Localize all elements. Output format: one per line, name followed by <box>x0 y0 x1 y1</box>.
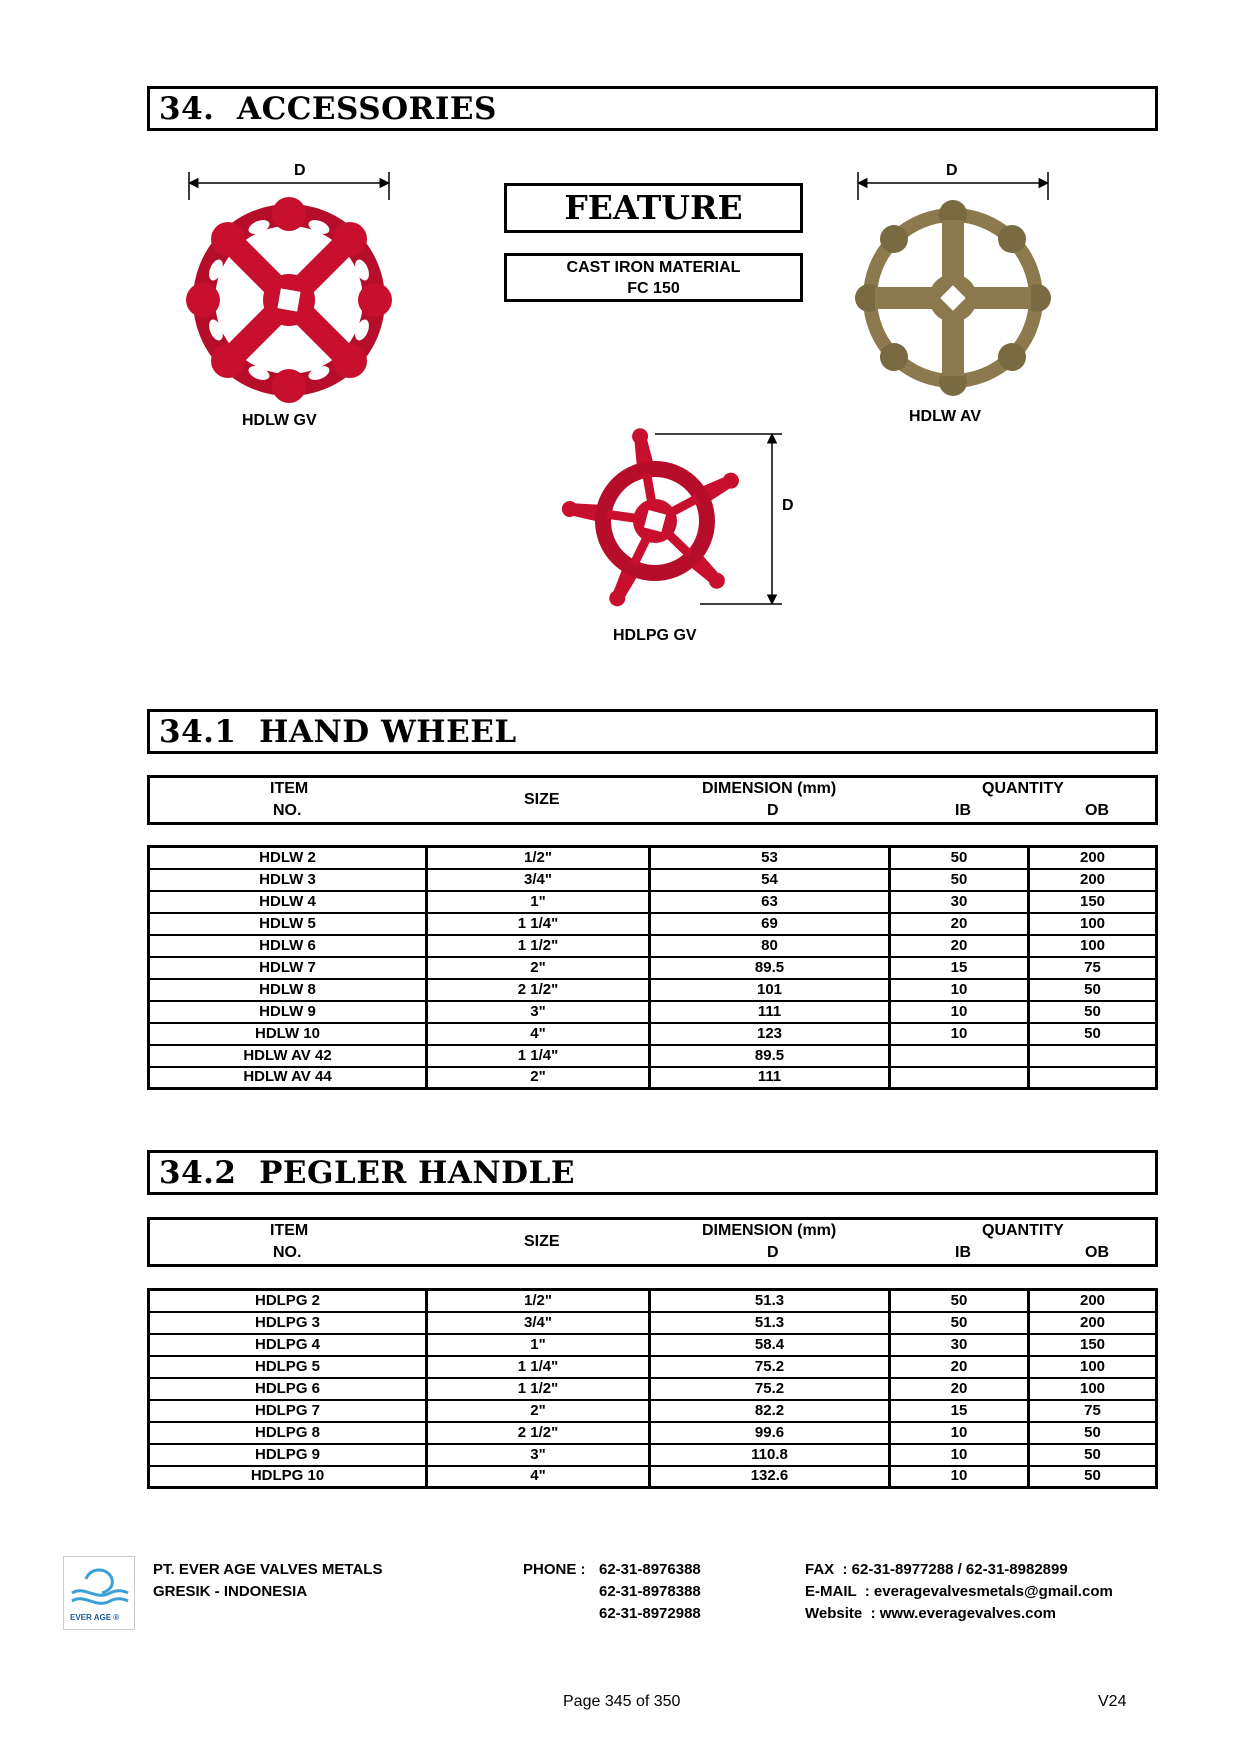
item-no-cell: HDLW AV 42 <box>149 1045 427 1067</box>
feature-grade: FC 150 <box>627 280 680 297</box>
quantity-ib-cell: 30 <box>890 891 1029 913</box>
size-cell: 3" <box>427 1001 650 1023</box>
quantity-ob-cell: 50 <box>1029 1023 1157 1045</box>
section-title-hand-wheel <box>147 709 1158 754</box>
table-row <box>149 957 1157 979</box>
table-row <box>149 935 1157 957</box>
table-row <box>149 891 1157 913</box>
size-cell: 3/4" <box>427 1312 650 1334</box>
phone-number-2: 62-31-8978388 <box>599 1583 701 1600</box>
item-no-cell: HDLPG 4 <box>149 1334 427 1356</box>
size-cell: 4" <box>427 1023 650 1045</box>
header-size: SIZE <box>524 791 560 808</box>
item-no-cell: HDLW 5 <box>149 913 427 935</box>
header-quantity: QUANTITY <box>982 1222 1064 1239</box>
section-name: ACCESSORIES <box>237 91 497 127</box>
quantity-ob-cell: 150 <box>1029 891 1157 913</box>
quantity-ob-cell: 75 <box>1029 1400 1157 1422</box>
table-row <box>149 1378 1157 1400</box>
item-no-cell: HDLPG 7 <box>149 1400 427 1422</box>
quantity-ib-cell: 10 <box>890 1001 1029 1023</box>
quantity-ob-cell: 200 <box>1029 847 1157 869</box>
dimension-d-cell: 89.5 <box>650 1045 890 1067</box>
size-cell: 4" <box>427 1466 650 1488</box>
size-cell: 2 1/2" <box>427 1422 650 1444</box>
header-quantity: QUANTITY <box>982 780 1064 797</box>
dimension-d-cell: 51.3 <box>650 1312 890 1334</box>
dimension-d-cell: 111 <box>650 1001 890 1023</box>
quantity-ib-cell: 50 <box>890 847 1029 869</box>
dimension-d-cell: 123 <box>650 1023 890 1045</box>
size-cell: 1 1/4" <box>427 913 650 935</box>
item-no-cell: HDLW 9 <box>149 1001 427 1023</box>
header-dim-d: D <box>767 802 779 819</box>
table-row <box>149 1067 1157 1089</box>
table-row <box>149 869 1157 891</box>
size-cell: 1 1/2" <box>427 1378 650 1400</box>
dimension-d-cell: 110.8 <box>650 1444 890 1466</box>
phone-label: PHONE : <box>523 1561 586 1578</box>
size-cell: 2" <box>427 1067 650 1089</box>
pegler-table <box>147 1288 1158 1489</box>
header-ib: IB <box>955 1244 971 1261</box>
website-url: Website : www.everagevalves.com <box>805 1605 1056 1622</box>
size-cell: 1" <box>427 1334 650 1356</box>
dimension-d-cell: 99.6 <box>650 1422 890 1444</box>
header-dimension: DIMENSION (mm) <box>702 780 837 797</box>
dimension-d-cell: 80 <box>650 935 890 957</box>
header-ob: OB <box>1085 1244 1109 1261</box>
quantity-ob-cell: 200 <box>1029 1312 1157 1334</box>
version-label: V24 <box>1098 1693 1127 1710</box>
hand-wheel-gv-image <box>176 172 402 413</box>
phone-number-1: 62-31-8976388 <box>599 1561 701 1578</box>
quantity-ob-cell: 200 <box>1029 869 1157 891</box>
size-cell: 3" <box>427 1444 650 1466</box>
quantity-ib-cell: 20 <box>890 935 1029 957</box>
dimension-d-cell: 69 <box>650 913 890 935</box>
phone-number-3: 62-31-8972988 <box>599 1605 701 1622</box>
table-row <box>149 1444 1157 1466</box>
item-no-cell: HDLPG 5 <box>149 1356 427 1378</box>
item-no-cell: HDLW 6 <box>149 935 427 957</box>
item-no-cell: HDLPG 2 <box>149 1290 427 1312</box>
header-dim-d: D <box>767 1244 779 1261</box>
item-no-cell: HDLW 3 <box>149 869 427 891</box>
header-no: NO. <box>273 802 302 819</box>
item-no-cell: HDLW AV 44 <box>243 1068 332 1086</box>
dimension-label-gv: D <box>294 162 306 179</box>
company-location: GRESIK - INDONESIA <box>153 1583 308 1600</box>
section-number: 34.2 <box>159 1155 237 1191</box>
quantity-ob-cell: 150 <box>1029 1334 1157 1356</box>
hand-wheel-table-header <box>147 775 1158 825</box>
email-address: E-MAIL : everagevalvesmetals@gmail.com <box>805 1583 1113 1600</box>
table-row <box>149 1023 1157 1045</box>
quantity-ib-cell: 10 <box>890 1444 1029 1466</box>
table-row <box>149 1001 1157 1023</box>
pegler-handle-gv-image <box>561 427 782 610</box>
quantity-ob-cell: 50 <box>1029 1444 1157 1466</box>
size-cell: 1" <box>427 891 650 913</box>
logo-text: EVER AGE ® <box>70 1613 120 1622</box>
header-ib: IB <box>955 802 971 819</box>
quantity-ib-cell: 15 <box>890 1400 1029 1422</box>
quantity-ob-cell: 100 <box>1029 935 1157 957</box>
quantity-ib-cell: 50 <box>890 1312 1029 1334</box>
size-cell: 2" <box>427 957 650 979</box>
quantity-ib-cell <box>890 1045 1029 1067</box>
quantity-ob-cell: 50 <box>1029 1001 1157 1023</box>
table-row <box>149 1312 1157 1334</box>
company-name: PT. EVER AGE VALVES METALS <box>153 1561 383 1578</box>
quantity-ob-cell: 200 <box>1029 1290 1157 1312</box>
dimension-d-cell: 51.3 <box>650 1290 890 1312</box>
quantity-ob-cell: 75 <box>1029 957 1157 979</box>
table-row <box>149 847 1157 869</box>
quantity-ob-cell <box>1029 1067 1157 1089</box>
table-row <box>149 1356 1157 1378</box>
item-no-cell: HDLW 8 <box>149 979 427 1001</box>
item-no-cell: HDLPG 8 <box>149 1422 427 1444</box>
size-cell: 2" <box>427 1400 650 1422</box>
item-no-cell: HDLPG 6 <box>149 1378 427 1400</box>
item-no-cell: HDLW 2 <box>149 847 427 869</box>
dimension-d-cell: 101 <box>650 979 890 1001</box>
quantity-ib-cell: 50 <box>890 1290 1029 1312</box>
dimension-d-cell: 75.2 <box>650 1378 890 1400</box>
dimension-d-cell: 53 <box>650 847 890 869</box>
item-no-cell: HDLPG 3 <box>149 1312 427 1334</box>
size-cell: 1 1/4" <box>427 1356 650 1378</box>
size-cell: 1/2" <box>427 1290 650 1312</box>
section-name: PEGLER HANDLE <box>259 1155 575 1191</box>
quantity-ob-cell: 100 <box>1029 1356 1157 1378</box>
dimension-d-cell: 58.4 <box>650 1334 890 1356</box>
item-no-cell: HDLPG 10 <box>250 1467 325 1485</box>
dimension-label-av: D <box>946 162 958 179</box>
table-row <box>149 913 1157 935</box>
table-row <box>149 1334 1157 1356</box>
section-title-pegler <box>147 1150 1158 1195</box>
quantity-ib-cell: 10 <box>890 1466 1029 1488</box>
quantity-ob-cell: 100 <box>1029 913 1157 935</box>
dimension-d-cell: 89.5 <box>650 957 890 979</box>
section-number: 34.1 <box>159 714 237 750</box>
dimension-d-cell: 82.2 <box>650 1400 890 1422</box>
item-no-cell: HDLW 10 <box>149 1023 427 1045</box>
table-row <box>149 1422 1157 1444</box>
quantity-ob-cell: 50 <box>1029 1466 1157 1488</box>
label-hdlpg-gv: HDLPG GV <box>613 627 697 644</box>
quantity-ib-cell: 10 <box>890 979 1029 1001</box>
header-item: ITEM <box>270 1222 309 1239</box>
size-cell: 3/4" <box>427 869 650 891</box>
quantity-ib-cell: 30 <box>890 1334 1029 1356</box>
header-ob: OB <box>1085 802 1109 819</box>
table-row <box>149 1466 1157 1488</box>
quantity-ib-cell: 15 <box>890 957 1029 979</box>
section-number: 34. <box>159 91 215 127</box>
company-logo <box>63 1556 135 1630</box>
table-row <box>149 1045 1157 1067</box>
dimension-d-cell: 75.2 <box>650 1356 890 1378</box>
quantity-ib-cell: 10 <box>890 1422 1029 1444</box>
item-no-cell: HDLW 4 <box>149 891 427 913</box>
item-no-cell: HDLPG 9 <box>149 1444 427 1466</box>
feature-title: FEATURE <box>504 183 803 233</box>
quantity-ib-cell: 20 <box>890 1378 1029 1400</box>
dimension-d-cell: 63 <box>650 891 890 913</box>
item-no-cell: HDLW 7 <box>149 957 427 979</box>
header-dimension: DIMENSION (mm) <box>702 1222 837 1239</box>
fax-number: FAX : 62-31-8977288 / 62-31-8982899 <box>805 1561 1068 1578</box>
size-cell: 1/2" <box>427 847 650 869</box>
size-cell: 2 1/2" <box>427 979 650 1001</box>
table-row <box>149 979 1157 1001</box>
table-row <box>149 1400 1157 1422</box>
feature-material: CAST IRON MATERIAL <box>566 259 741 276</box>
hand-wheel-table <box>147 845 1158 1090</box>
quantity-ib-cell: 50 <box>890 869 1029 891</box>
dimension-d-cell: 111 <box>650 1067 890 1089</box>
quantity-ib-cell <box>890 1067 1029 1089</box>
size-cell: 1 1/2" <box>427 935 650 957</box>
dimension-d-cell: 132.6 <box>650 1466 890 1488</box>
header-item: ITEM <box>270 780 309 797</box>
size-cell: 1 1/4" <box>427 1045 650 1067</box>
dimension-label-pg: D <box>782 497 794 514</box>
quantity-ib-cell: 10 <box>890 1023 1029 1045</box>
label-hdlw-gv: HDLW GV <box>242 412 317 429</box>
header-no: NO. <box>273 1244 302 1261</box>
quantity-ob-cell: 50 <box>1029 1422 1157 1444</box>
hand-wheel-av-image <box>855 172 1051 396</box>
pegler-table-header <box>147 1217 1158 1267</box>
table-row <box>149 1290 1157 1312</box>
quantity-ob-cell: 50 <box>1029 979 1157 1001</box>
label-hdlw-av: HDLW AV <box>909 408 981 425</box>
section-name: HAND WHEEL <box>259 714 517 750</box>
dimension-d-cell: 54 <box>650 869 890 891</box>
quantity-ob-cell <box>1029 1045 1157 1067</box>
quantity-ib-cell: 20 <box>890 1356 1029 1378</box>
quantity-ob-cell: 100 <box>1029 1378 1157 1400</box>
product-illustrations <box>0 0 1241 700</box>
page-number: Page 345 of 350 <box>563 1693 681 1710</box>
quantity-ib-cell: 20 <box>890 913 1029 935</box>
header-size: SIZE <box>524 1233 560 1250</box>
